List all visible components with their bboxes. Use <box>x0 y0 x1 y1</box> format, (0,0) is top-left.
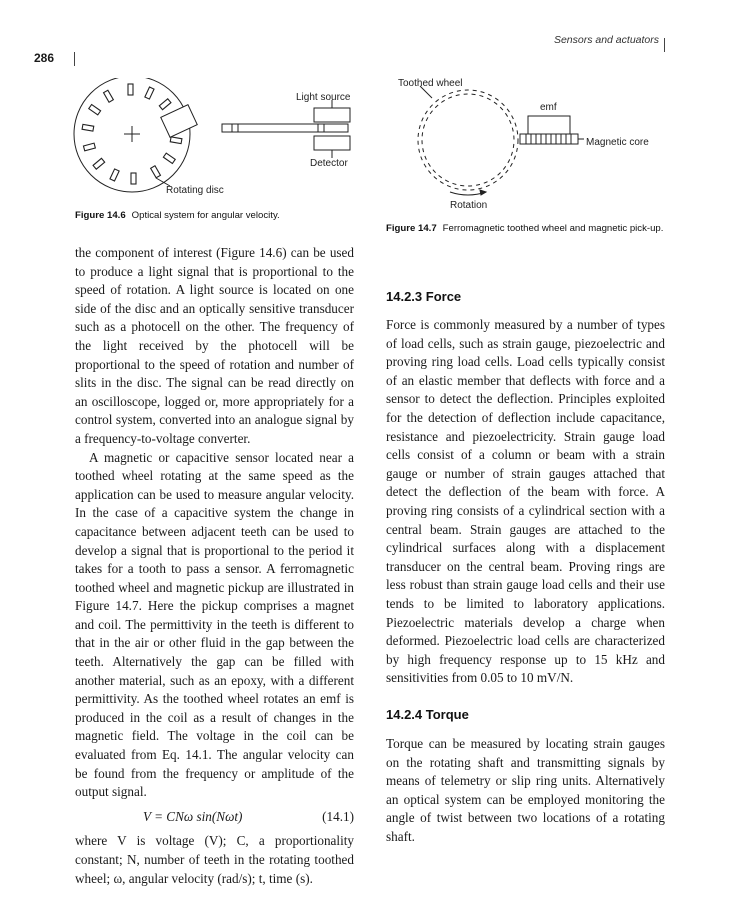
figure-14-7-number: Figure 14.7 <box>386 223 437 234</box>
figure-14-6-caption-text: Optical system for angular velocity. <box>131 210 280 221</box>
page-number-rule <box>74 52 75 66</box>
emf-label: emf <box>540 102 557 113</box>
torque-paragraph <box>386 735 665 847</box>
running-title: Sensors and actuators <box>553 34 659 46</box>
detector-label: Detector <box>310 158 348 169</box>
rotating-disc-label: Rotating disc <box>166 185 224 196</box>
equation-text: V = CNω sin(Nωt) <box>143 808 243 824</box>
equation-14-1 <box>75 808 354 827</box>
heading-force: 14.2.3 Force <box>386 289 462 304</box>
heading-torque: 14.2.4 Torque <box>386 707 469 722</box>
paragraph-1: the component of interest (Figure 14.6) can be used to produce a light signal that is proportional to the speed of rotation. A light source is located on one side of the disc and an optically sensitive transducer such as a photocell on the other. The frequency of the light received by the photocell will be proportional to the speed of rotation and number of slits in the disc. The signal can be read directly on an oscilloscope, logged or, more appropriately for a control system, converted into an analogue signal by a frequency-to-voltage converter. <box>75 245 354 446</box>
left-column <box>75 244 354 888</box>
figure-14-6 <box>60 78 380 208</box>
light-source-label: Light source <box>296 92 351 103</box>
header-rule <box>664 38 665 52</box>
page-number: 286 <box>34 51 55 65</box>
figure-14-7-caption-text: Ferromagnetic toothed wheel and magnetic pick-up. <box>442 223 664 234</box>
force-text: Force is commonly measured by a number of types of load cells, such as strain gauge, piezoelectric and proving ring load cells. Load cells typically consist of an elastic member that deflects with force and a sensor to detect the deflection. Principles exploited for the detection of deflection include capacitance, resistance and piezoelectricity. Strain gauge load cells consist of a column or beam with a strain gauge or number of strain gauges attached that detect the deflection of the beam with force. A proving ring consists of a cylindrical section with a central beam. Strain gauges are attached to the cylindrical surfaces along with a displacement transducer on the central beam. Proving rings are less robust than strain gauge load cells and their use tends to be limited to laboratory applications. Piezoelectric materials develop a charge when deformed. Piezoelectric load cells are characterized by high frequency response up to 15 kHz and sensitivities from 0.05 to 10 mV/N. <box>386 317 665 686</box>
torque-text: Torque can be measured by locating strain gauges on the rotating shaft and transmitting signals by means of telemetry or slip ring units. Alternatively an optical system can be employed monitoring the angle of twist between two locations of a rotating shaft. <box>386 736 665 844</box>
figure-14-6-number: Figure 14.6 <box>75 210 126 221</box>
figure-14-7 <box>390 76 680 216</box>
figure-14-6-caption <box>75 209 280 222</box>
rotation-label: Rotation <box>450 200 488 211</box>
paragraph-2: A magnetic or capacitive sensor located near a toothed wheel rotating at the same speed as the application can be used to measure angular velocity. In the case of a capacitive system the change in capacitance between adjacent teeth can be used to develop a signal that is proportional to the period it takes for a tooth to pass a sensor. A ferromagnetic toothed wheel and magnetic pickup are illustrated in Figure 14.7. Here the pickup comprises a magnet and coil. The permittivity in the teeth is different to that in the air or other fluid in the gap between the teeth. Alternatively the gap can be filled with another material, such as an epoxy, with a different permittivity. As the toothed wheel rotates an emf is produced in the coil as a result of changes in the magnetic field. The voltage in the coil can be evaluated from Eq. 14.1. The angular velocity can be found from the frequency or amplitude of the output signal. <box>75 449 354 800</box>
force-paragraph <box>386 316 665 688</box>
equation-number: (14.1) <box>322 808 354 824</box>
magnetic-core-label: Magnetic core <box>586 137 649 148</box>
figure-14-7-caption <box>386 222 666 235</box>
toothed-wheel-label: Toothed wheel <box>398 78 463 89</box>
equation-definitions: where V is voltage (V); C, a proportionality constant; N, number of teeth in the rotating toothed wheel; ω, angular velocity (rad/s); t, time (s). <box>75 833 354 886</box>
